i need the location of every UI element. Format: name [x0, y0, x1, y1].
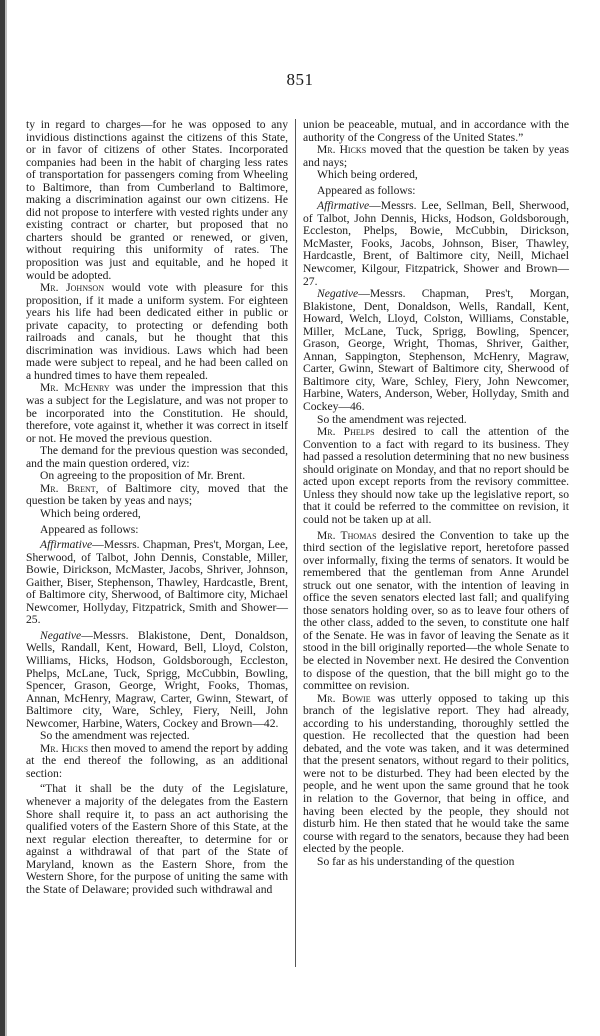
- paragraph-text: ty in regard to charges—for he was opposed to any invidious distinctions against the citizens of this State, or in favor of citizens of other States. Incorporated companies had been in the habit of charging less rates of transportation for passengers coming from Wheeling to Baltimore, than from Cumberland to Baltimore, making a discrimination against our own citizens. He did not propose to interfere with vested rights under any existing contract or charter, but proposed that no charters should be granted or renewed, or given, without requiring this uniformity of rates. The proposition was just and equitable, and he hoped it would be adopted.: [26, 118, 288, 282]
- vote-negative: [303, 288, 569, 413]
- vote-names: —Messrs. Chapman, Pres't, Morgan, Lee, Sherwood, of Talbot, John Dennis, Constable, Miller, Bowie, Dirickson, McMaster, Jacobs, Shriver, Johnson, Gaither, Biser, Stephenson, Thawley, Hardcastle, Brent, of Baltimore city, Sherwood, of Baltimore city, Michael Newcomer, Hollyday, Fitzpatrick, Smith and Shower—25.: [26, 538, 288, 627]
- paragraph-text: was under the impression that this was a subject for the Legislature, and was not proper to be incorporated into the Constitution. He should, therefore, vote against it, whether it was correct in itself or not. He moved the previous question.: [26, 381, 289, 445]
- paragraph-text: would vote with pleasure for this proposition, if it made a uniform system. For eighteen years his life had been dedicated either in public or private capacity, to protecting or defending both railroads and canals, but he thought that this discrimination was invidious. Laws which had been made were subject to repeal, and he had been called on a hundred times to have them repealed.: [26, 281, 288, 382]
- paragraph-text: So the amendment was rejected.: [317, 412, 467, 426]
- paragraph: [26, 445, 288, 470]
- paragraph-text: So the amendment was rejected.: [40, 729, 190, 743]
- paragraph-text: union be peaceable, mutual, and in accordance with the authority of the Congress of the United States.”: [303, 118, 569, 144]
- paragraph-text: Appeared as follows:: [317, 183, 416, 197]
- paragraph: [26, 508, 288, 521]
- paragraph: [26, 483, 288, 508]
- paragraph: [26, 524, 288, 537]
- paragraph: [303, 693, 569, 856]
- right-column: [303, 119, 569, 868]
- paragraph-text: The demand for the previous question was seconded, and the main question ordered, viz:: [26, 444, 288, 470]
- paragraph: [303, 169, 569, 182]
- paragraph: [303, 426, 569, 526]
- speaker-name: Mr. Johnson: [40, 281, 104, 295]
- paragraph: [26, 743, 288, 781]
- vote-names: —Messrs. Chapman, Pres't, Morgan, Blakistone, Dent, Donaldson, Wells, Randall, Kent, Howard, Welch, Lloyd, Colston, Williams, Constable, Miller, McLane, Tuck, Sprigg, Bowling, Spencer, Grason, George, Wright, Thomas, Shriver, Gaither, Annan, Sappington, Stephenson, McHenry, Magraw, Carter, Gwinn, Stewart of Baltimore city, Sherwood of Baltimore city, Ware, Schley, Fiery, John Newcomer, Harbine, Waters, Anderson, Weber, Hollyday, Smith and Cockey—46.: [303, 287, 569, 414]
- speaker-name: Mr. Phelps: [317, 425, 375, 439]
- paragraph-text: was utterly opposed to taking up this branch of the legislative report. They had already, according to his understanding, thoroughly settled the question. He recollected that the question had been debated, and the vote was taken, and it was determined that the present senators, without regard to their politics, were not to be disturbed. They had been elected by the people, and he went upon the same ground that he took in relation to the Governor, that being in office, and having been elected by the people, they should not disturb him. He then stated that he would take the same course with regard to the senators, because they had been elected by the people.: [303, 691, 570, 856]
- paragraph: [303, 530, 569, 693]
- paragraph-text: Which being ordered,: [317, 168, 418, 182]
- vote-label: Affirmative: [40, 538, 93, 552]
- vote-names: —Messrs. Blakistone, Dent, Donaldson, Wells, Randall, Kent, Howard, Bell, Lloyd, Colston, Williams, Hicks, Hodson, Goldsborough, Eccleston, Phelps, McLane, Tuck, Sprigg, McCubbin, Bowling, Spencer, Grason, George, Wright, Fooks, Thomas, Annan, McHenry, Magraw, Carter, Gwinn, Stewart, of Baltimore city, Ware, Schley, Fiery, Neill, John Newcomer, Harbine, Waters, Cockey and Brown—42.: [26, 628, 288, 730]
- speaker-name: Mr. Hicks: [40, 741, 89, 755]
- left-column: [26, 119, 288, 896]
- paragraph: [303, 144, 569, 169]
- paragraph: [26, 282, 288, 382]
- scan-edge-shadow-inner: [5, 0, 7, 1036]
- vote-negative: [26, 630, 288, 730]
- paragraph-text: desired the Convention to take up the third section of the legislative report, heretofore passed over informally, fixing the terms of senators. It would be remembered that the gentleman from Anne Arundel struck out one senator, with the intention of leaving in office the seven senators elected last fall; and qualifying those senators holding over, so as to leave four others of the other class, added to the seven, to constitute one half of the Senate. He was in favor of leaving the Senate as it stood in the bill originally reported—the whole Senate to be elected in November next. He desired the Convention to dispose of the question, that the bill might go to the committee on revision.: [303, 528, 569, 693]
- paragraph-text: “That it shall be the duty of the Legislature, whenever a majority of the delegates from the Eastern Shore shall require it, to pass an act authorising the qualified voters of the Eastern Shore of this State, at the next regular election thereafter, to determine for or against a withdrawal of that part of the State of Maryland, known as the Eastern Shore, from the Western Shore, for the purpose of uniting the same with the State of Delaware; provided such withdrawal and: [26, 782, 288, 896]
- vote-affirmative: [303, 200, 569, 288]
- vote-label: Negative: [317, 287, 359, 301]
- speaker-name: Mr. Thomas: [317, 528, 377, 542]
- paragraph: [26, 382, 288, 445]
- speaker-name: Mr. McHenry: [40, 381, 110, 395]
- paragraph: [303, 185, 569, 198]
- vote-label: Affirmative: [317, 199, 370, 213]
- paragraph: [26, 119, 288, 282]
- page-number: 851: [286, 70, 314, 89]
- paragraph-text: On agreeing to the proposition of Mr. Brent.: [40, 469, 246, 483]
- vote-names: —Messrs. Lee, Sellman, Bell, Sherwood, of Talbot, John Dennis, Hicks, Hodson, Goldsborough, Eccleston, Phelps, Bowie, McCubbin, Dirickson, McMaster, Fooks, Jacobs, Johnson, Biser, Thawley, Hardcastle, Brent, of Baltimore city, Neill, Michael Newcomer, Kilgour, Fitzpatrick, Shower and Brown—27.: [303, 199, 569, 288]
- paragraph-text: then moved to amend the report by adding at the end thereof the following, as an additional section:: [26, 741, 288, 780]
- paragraph: [303, 119, 569, 144]
- speaker-name: Mr. Brent,: [40, 481, 99, 495]
- vote-affirmative: [26, 539, 288, 627]
- column-divider: [295, 119, 296, 967]
- paragraph-text: of Baltimore city, moved that the question be taken by yeas and nays;: [26, 481, 288, 508]
- paragraph-text: moved that the question be taken by yeas and nays;: [303, 143, 569, 169]
- vote-label: Negative: [40, 628, 82, 642]
- paragraph: [303, 856, 569, 869]
- quoted-amendment: [26, 783, 288, 896]
- paragraph-text: Which being ordered,: [40, 506, 141, 520]
- speaker-name: Mr. Hicks: [317, 143, 367, 157]
- paragraph-text: desired to call the attention of the Convention to a fact with regard to its business. They had passed a resolution determining that no new business should originate on Monday, and that no report should be acted upon except reports from the revisory committee. Unless they should now take up the legislative report, so that it could be referred to the committee on revision, it could not be taken up at all.: [303, 425, 569, 526]
- paragraph-text: Appeared as follows:: [40, 522, 139, 536]
- paragraph-text: So far as his understanding of the question: [317, 854, 515, 868]
- speaker-name: Mr. Bowie: [317, 691, 371, 705]
